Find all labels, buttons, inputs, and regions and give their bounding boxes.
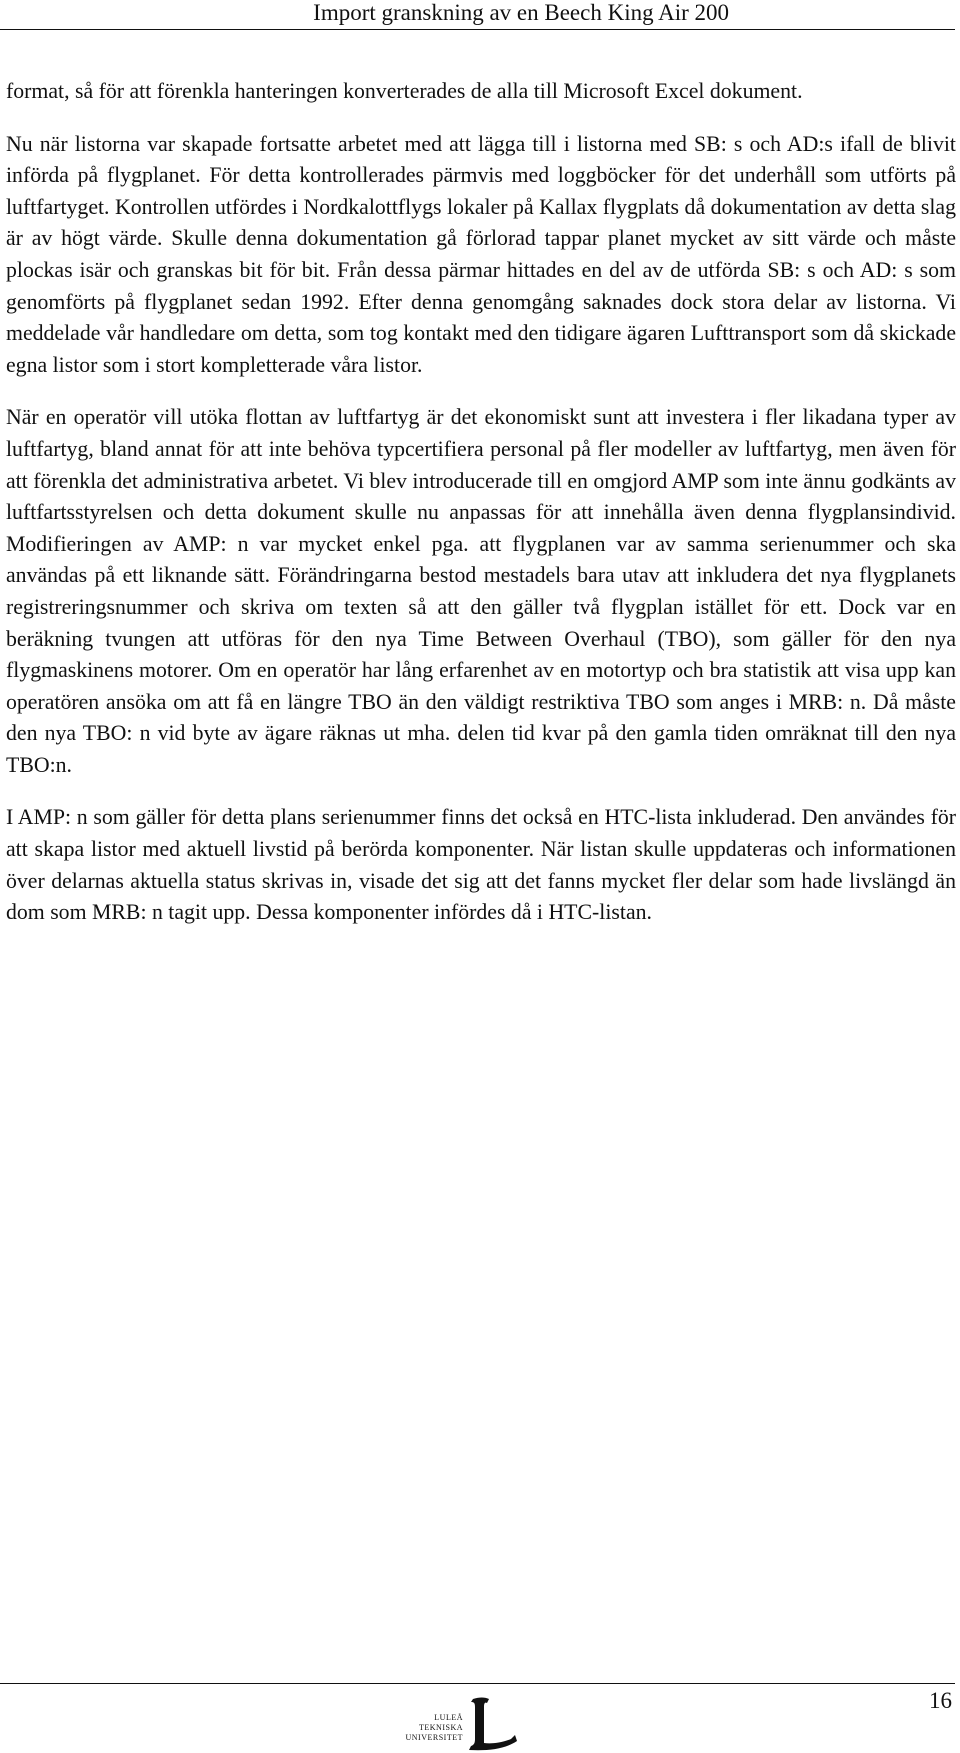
paragraph: Nu när listorna var skapade fortsatte arbetet med att lägga till i listorna med SB: s och AD:s ifall de blivit införda på flygplanet. För detta kontrollerades pärmvis med loggböcker för det underhåll som utförts på luftfartyget. Kontrollen utfördes i Nordkalottflygs lokaler på Kallax flygplats då dokumentation av detta slag är av högt värde. Skulle denna dokumentation gå förlorad tappar planet mycket av sitt värde och måste plockas isär och granskas bit för bit. Från dessa pärmar hittades en del av de utförda SB: s och AD: s som genomförts på flygplanet sedan 1992. Efter denna genomgång saknades dock stora delar av listorna. Vi meddelade vår handledare om detta, som tog kontakt med den tidigare ägaren Lufttransport som då skickade egna listor som i stort kompletterade våra listor. <box>6 131 956 377</box>
document-title: Import granskning av en Beech King Air 200 <box>313 0 729 25</box>
paragraph: format, så för att förenkla hanteringen konverterades de alla till Microsoft Excel dokument. <box>6 79 803 103</box>
logo-l-mark-icon <box>465 1695 521 1753</box>
paragraph: När en operatör vill utöka flottan av luftfartyg är det ekonomiskt sunt att investera i fler likadana typer av luftfartyg, bland annat för att inte behöva typcertifiera personal på fler modeller av luftfartyg, men även för att förenkla det administrativa arbetet. Vi blev introducerade till en omgjord AMP som inte ännu godkänts av luftfartsstyrelsen och detta dokument skulle nu anpassas för att innehålla även denna flygplansindivid. Modifieringen av AMP: n var mycket enkel pga. att flygplanen var av samma serienummer och ska användas på ett liknande sätt. Förändringarna bestod mestadels bara utav att inkludera det nya flygplanets registreringsnummer och skriva om texten så att den gäller två flygplan istället för ett. Dock var en beräkning tvungen att utföras för den nya Time Between Overhaul (TBO), som gäller för den nya flygmaskinens motorer. Om en operatör har lång erfarenhet av en motortyp och bra statistik att visa upp kan operatören ansöka om att få en längre TBO än den väldigt restriktiva TBO som anges i MRB: n. Då måste den nya TBO: n vid byte av ägare räknas ut mha. delen tid kvar på den gamla tiden omräknat till den nya TBO:n. <box>6 405 956 777</box>
page-number: 16 <box>929 1688 952 1713</box>
running-header <box>0 0 955 30</box>
footer-rule <box>0 1683 955 1684</box>
body-text <box>6 76 956 950</box>
logo-text: LULEÅ TEKNISKA UNIVERSITET <box>405 1713 463 1742</box>
paragraph: I AMP: n som gäller för detta plans serienummer finns det också en HTC-lista inkluderad. Den användes för att skapa listor med aktuell livstid på berörda komponenter. När listan skulle uppdateras och informationen över delarnas aktuella status skrivas in, visade det sig att det fanns mycket fler delar som hade livslängd än dom som MRB: n tagit upp. Dessa komponenter infördes då i HTC-listan. <box>6 805 956 925</box>
university-logo <box>405 1685 535 1753</box>
